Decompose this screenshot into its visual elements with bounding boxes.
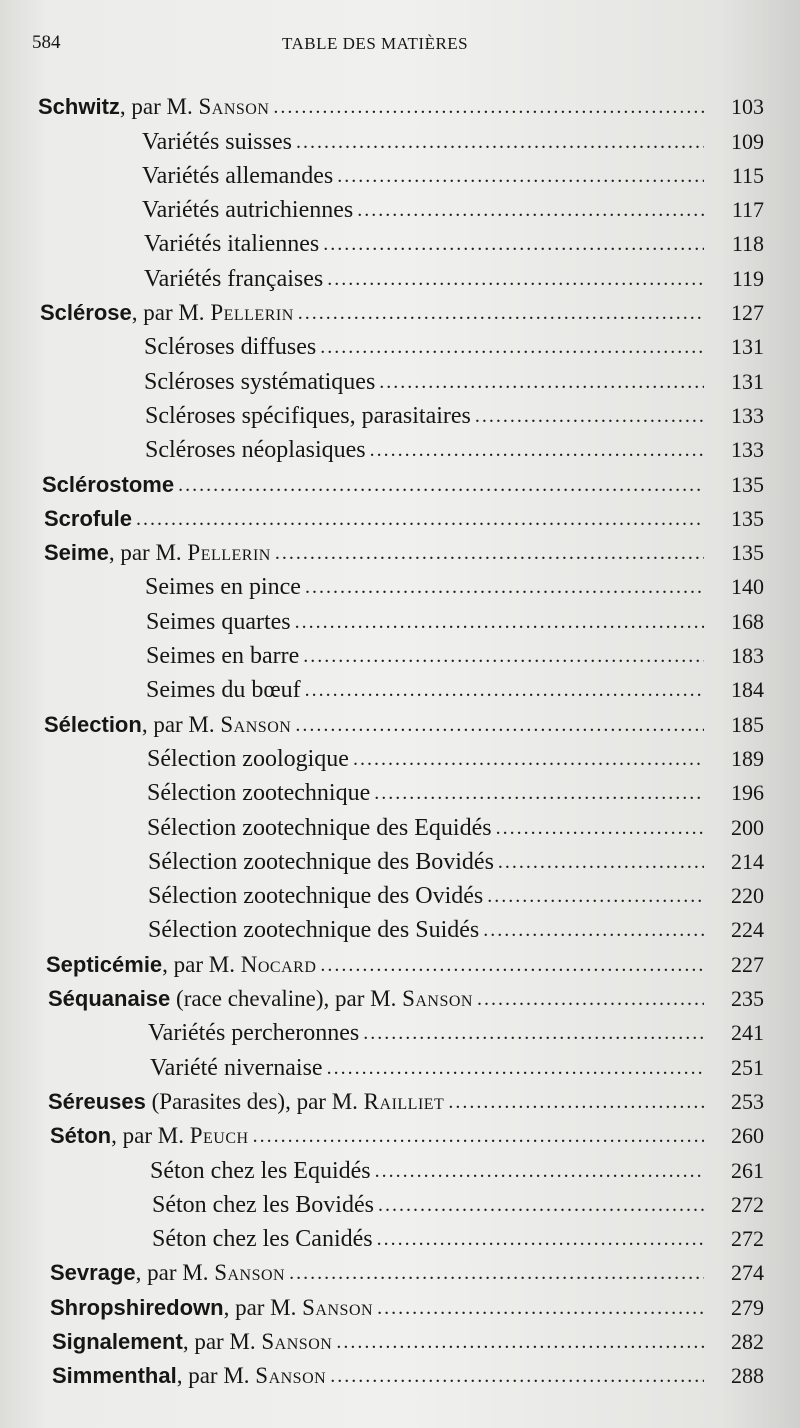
toc-subentry [0, 261, 800, 295]
toc-subentry [0, 1153, 800, 1187]
dot-leader [136, 506, 704, 532]
entry-title [52, 1329, 332, 1355]
entry-term: Sclérose [40, 300, 132, 326]
dot-leader [487, 883, 704, 909]
entry-title: Séton chez les Bovidés [152, 1191, 374, 1218]
page-reference: 131 [731, 368, 764, 394]
toc-subentry [0, 845, 800, 879]
toc-subentry [0, 673, 800, 707]
entry-author: Sanson [214, 1260, 286, 1286]
page-reference: 220 [731, 883, 764, 909]
toc-entry [0, 1290, 800, 1324]
entry-title [48, 986, 473, 1012]
page-reference: 235 [731, 986, 764, 1012]
entry-author: Pellerin [187, 540, 271, 566]
entry-author: Sanson [402, 986, 473, 1012]
page-reference: 224 [731, 917, 764, 943]
entry-author: Sanson [302, 1294, 374, 1320]
entry-author: Sanson [261, 1328, 333, 1354]
entry-term: Schwitz [38, 94, 120, 120]
entry-title [44, 712, 291, 738]
running-head: TABLE DES MATIÈRES [282, 34, 469, 53]
dot-leader [330, 1363, 704, 1389]
page-reference: 185 [731, 711, 764, 737]
dot-leader [298, 300, 704, 326]
toc-entry [0, 707, 800, 741]
entry-title: Variétés percheronnes [148, 1020, 360, 1047]
entry-title: Seimes du bœuf [146, 677, 301, 704]
entry-term: Séton [50, 1123, 112, 1149]
toc-subentry [0, 913, 800, 947]
entry-title [38, 94, 269, 120]
entry-title: Sélection zootechnique des Suidés [148, 917, 480, 944]
entry-title: Seimes quartes [146, 608, 291, 635]
entry-title: Scléroses spécifiques, parasitaires [145, 402, 471, 429]
toc-entry [0, 502, 800, 536]
toc-subentry [0, 1188, 800, 1222]
entry-title [40, 300, 294, 326]
toc-subentry [0, 433, 800, 467]
entry-qualifier: , par M. [162, 951, 241, 977]
page-reference: 214 [731, 848, 764, 874]
dot-leader [353, 746, 704, 772]
toc-subentry [0, 570, 800, 604]
entry-term: Scrofule [44, 505, 133, 531]
dot-leader [320, 952, 704, 978]
dot-leader [483, 917, 704, 943]
dot-leader [377, 1226, 704, 1252]
entry-title: Variétés italiennes [144, 231, 320, 258]
entry-author: Railliet [363, 1088, 445, 1114]
page-reference: 135 [731, 471, 764, 497]
dot-leader [327, 266, 704, 292]
entry-author: Sanson [255, 1363, 327, 1389]
page-reference: 282 [731, 1328, 764, 1354]
entry-title [44, 506, 132, 532]
toc-subentry [0, 399, 800, 433]
dot-leader [379, 369, 704, 395]
dot-leader [305, 574, 704, 600]
toc-subentry [0, 639, 800, 673]
page-reference: 184 [731, 677, 764, 703]
dot-leader [375, 1158, 704, 1184]
page-reference: 168 [731, 608, 764, 634]
entry-title: Variétés autrichiennes [142, 197, 354, 224]
entry-title: Variétés allemandes [142, 162, 334, 189]
entry-term: Sélection [44, 711, 142, 737]
toc-entry [0, 1256, 800, 1290]
page-reference: 227 [731, 951, 764, 977]
page-reference: 274 [731, 1260, 764, 1286]
entry-title [48, 1089, 444, 1115]
entry-title: Séton chez les Canidés [152, 1226, 373, 1253]
dot-leader [305, 677, 704, 703]
entry-title: Sélection zoologique [147, 745, 349, 772]
entry-qualifier: , par M. [176, 1363, 256, 1389]
page-reference: 261 [731, 1157, 764, 1183]
entry-term: Séreuses [48, 1088, 146, 1114]
entry-title: Variétés suisses [142, 128, 292, 155]
entry-qualifier: , par M. [141, 711, 221, 737]
entry-qualifier: , par M. [135, 1260, 215, 1286]
page-reference: 196 [731, 780, 764, 806]
page-reference: 253 [731, 1088, 764, 1114]
entry-title: Sélection zootechnique des Bovidés [148, 848, 494, 875]
dot-leader [295, 609, 704, 635]
entry-title: Sélection zootechnique des Ovidés [148, 883, 484, 910]
dot-leader [363, 1020, 704, 1046]
entry-term: Sclérostome [42, 471, 175, 497]
page-reference: 119 [731, 265, 764, 291]
page-reference: 103 [731, 94, 764, 120]
toc-entry [0, 982, 800, 1016]
dot-leader [370, 437, 704, 463]
toc-subentry [0, 330, 800, 364]
toc-entry [0, 296, 800, 330]
entry-title [46, 952, 316, 978]
entry-term: Septicémie [46, 951, 163, 977]
toc-entry [0, 1085, 800, 1119]
toc-entry [0, 947, 800, 981]
dot-leader [337, 163, 704, 189]
toc-entry [0, 1119, 800, 1153]
dot-leader [253, 1123, 704, 1149]
entry-title: Seimes en barre [146, 643, 300, 670]
entry-author: Peuch [189, 1123, 249, 1149]
toc-subentry [0, 776, 800, 810]
entry-qualifier: (Parasites des), par M. [145, 1088, 364, 1114]
toc-entry [0, 467, 800, 501]
page-reference: 272 [731, 1226, 764, 1252]
page-reference: 288 [731, 1363, 764, 1389]
entry-term: Séquanaise [48, 986, 171, 1012]
entry-qualifier: , par M. [131, 300, 211, 326]
page-reference: 127 [731, 300, 764, 326]
entry-title: Séton chez les Equidés [150, 1157, 371, 1184]
entry-title [50, 1123, 249, 1149]
dot-leader [475, 403, 704, 429]
entry-title: Scléroses néoplasiques [145, 437, 366, 464]
dot-leader [320, 334, 704, 360]
entry-qualifier: (race chevaline), par M. [170, 986, 403, 1012]
dot-leader [327, 1055, 704, 1081]
page-reference: 279 [731, 1294, 764, 1320]
page-reference: 272 [731, 1191, 764, 1217]
entry-title [50, 1260, 285, 1286]
dot-leader [273, 94, 704, 120]
entry-title [50, 1295, 373, 1321]
toc-subentry [0, 159, 800, 193]
entry-title: Sélection zootechnique [147, 780, 371, 807]
toc-subentry [0, 1016, 800, 1050]
entry-term: Simmenthal [52, 1363, 177, 1389]
page-reference: 135 [731, 540, 764, 566]
page-reference: 140 [731, 574, 764, 600]
toc-subentry [0, 364, 800, 398]
entry-title [44, 540, 271, 566]
entry-term: Signalement [52, 1328, 183, 1354]
entry-title [52, 1363, 326, 1389]
entry-author: Sanson [198, 94, 270, 120]
toc-subentry [0, 879, 800, 913]
dot-leader [289, 1260, 704, 1286]
entry-term: Shropshiredown [50, 1294, 224, 1320]
entry-qualifier: , par M. [223, 1294, 303, 1320]
entry-author: Sanson [220, 711, 292, 737]
dot-leader [377, 1295, 704, 1321]
page-reference: 260 [731, 1123, 764, 1149]
dot-leader [295, 712, 704, 738]
page-reference: 189 [731, 745, 764, 771]
dot-leader [323, 231, 704, 257]
entry-title: Variétés françaises [144, 265, 324, 292]
entry-term: Seime [44, 540, 109, 566]
toc-entry [0, 1325, 800, 1359]
entry-qualifier: , par M. [108, 540, 188, 566]
dot-leader [448, 1089, 704, 1115]
dot-leader [498, 849, 704, 875]
dot-leader [336, 1329, 704, 1355]
entry-qualifier: , par M. [119, 94, 199, 120]
dot-leader [374, 780, 704, 806]
dot-leader [275, 540, 704, 566]
toc-subentry [0, 742, 800, 776]
page-number: 584 [32, 32, 61, 53]
toc-subentry [0, 124, 800, 158]
toc-subentry [0, 1222, 800, 1256]
entry-title: Sélection zootechnique des Equidés [147, 814, 492, 841]
page-reference: 117 [731, 197, 764, 223]
entry-author: Pellerin [210, 300, 294, 326]
toc-entry [0, 1359, 800, 1393]
toc-subentry [0, 1050, 800, 1084]
page-reference: 200 [731, 814, 764, 840]
toc-subentry [0, 604, 800, 638]
entry-title [42, 472, 174, 498]
dot-leader [496, 815, 704, 841]
page-reference: 131 [731, 334, 764, 360]
page-reference: 133 [731, 402, 764, 428]
entry-qualifier: , par M. [182, 1328, 262, 1354]
entry-title: Scléroses systématiques [144, 368, 376, 395]
entry-qualifier: , par M. [111, 1123, 190, 1149]
page-reference: 133 [731, 437, 764, 463]
page-reference: 115 [731, 162, 764, 188]
entry-title: Variété nivernaise [150, 1054, 323, 1081]
toc-subentry [0, 193, 800, 227]
entry-title: Seimes en pince [145, 574, 301, 601]
page-reference: 118 [731, 231, 764, 257]
toc-entry [0, 90, 800, 124]
dot-leader [477, 986, 704, 1012]
dot-leader [303, 643, 704, 669]
dot-leader [357, 197, 704, 223]
entry-author: Nocard [240, 951, 317, 977]
dot-leader [178, 472, 704, 498]
entry-term: Sevrage [50, 1260, 136, 1286]
dot-leader [296, 129, 704, 155]
toc-subentry [0, 227, 800, 261]
page-reference: 135 [731, 505, 764, 531]
entry-title: Scléroses diffuses [144, 334, 317, 361]
page-reference: 183 [731, 643, 764, 669]
table-of-contents [0, 90, 800, 1393]
toc-subentry [0, 810, 800, 844]
page-reference: 109 [731, 128, 764, 154]
page-reference: 251 [731, 1054, 764, 1080]
toc-entry [0, 536, 800, 570]
dot-leader [378, 1192, 704, 1218]
page-reference: 241 [731, 1020, 764, 1046]
